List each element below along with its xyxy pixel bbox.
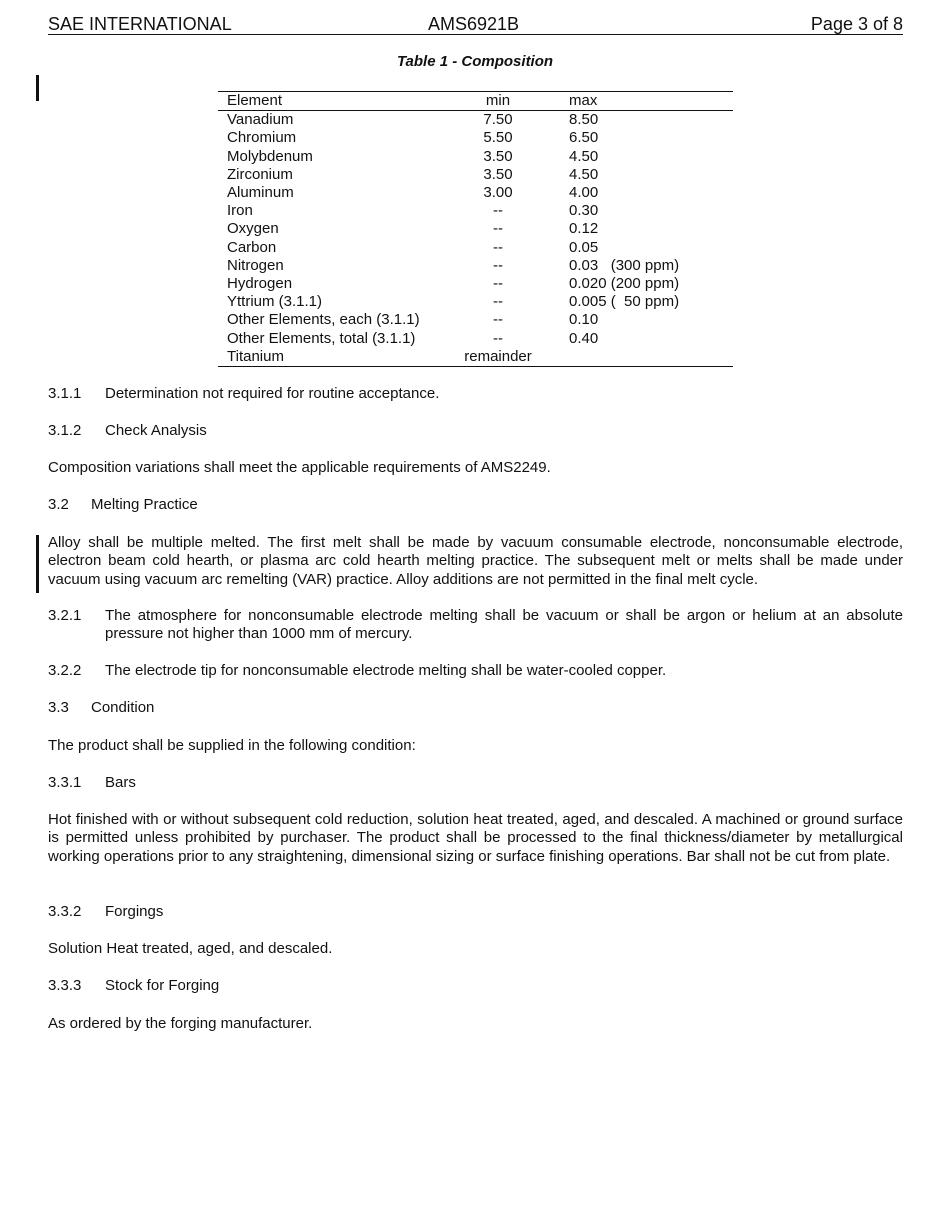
min-cell: -- xyxy=(493,329,503,347)
max-cell: 0.30 xyxy=(569,202,599,220)
table-row xyxy=(218,220,733,238)
table-row xyxy=(218,329,733,347)
section-3-3-body: The product shall be supplied in the following condition: xyxy=(48,737,416,754)
section-3-3-3-heading xyxy=(48,977,903,995)
table-row xyxy=(218,184,733,202)
section-3-1-2-body: Composition variations shall meet the applicable requirements of AMS2249. xyxy=(48,459,551,476)
section-3-3-2-body: Solution Heat treated, aged, and descaled. xyxy=(48,940,333,957)
section-number: 3.3 xyxy=(48,699,69,716)
section-text: The electrode tip for nonconsumable electrode melting shall be water-cooled copper. xyxy=(105,662,667,679)
revision-change-bar xyxy=(36,75,39,101)
max-cell xyxy=(569,348,733,367)
element-cell: Iron xyxy=(227,202,253,220)
element-cell: Aluminum xyxy=(227,184,294,202)
table-header-row xyxy=(218,92,733,111)
section-3-1-2-heading xyxy=(48,422,903,440)
table-row xyxy=(218,275,733,293)
element-cell: Titanium xyxy=(227,347,284,365)
element-cell: Chromium xyxy=(227,129,297,147)
section-3-3-1-heading xyxy=(48,774,903,792)
min-cell: -- xyxy=(493,274,503,292)
section-number: 3.2 xyxy=(48,496,69,513)
max-cell: 0.40 xyxy=(569,329,599,347)
max-cell: 0.020 (200 ppm) xyxy=(569,274,680,292)
min-cell: 3.50 xyxy=(483,165,513,183)
max-cell: 4.50 xyxy=(569,147,599,165)
table-row xyxy=(218,239,733,257)
min-cell: 5.50 xyxy=(483,129,513,147)
min-cell: -- xyxy=(493,238,503,256)
section-3-2-2 xyxy=(48,662,903,680)
section-number: 3.1.2 xyxy=(48,422,82,439)
header-page-number: Page 3 of 8 xyxy=(810,14,903,34)
max-cell: 0.05 xyxy=(569,238,599,256)
section-number: 3.2.1 xyxy=(48,607,82,624)
section-title: Stock for Forging xyxy=(105,977,220,994)
element-cell: Hydrogen xyxy=(227,274,293,292)
section-number: 3.3.1 xyxy=(48,774,82,791)
section-title: Melting Practice xyxy=(91,496,198,513)
min-cell: 3.50 xyxy=(483,147,513,165)
section-3-3-1-body: Hot finished with or without subsequent cold reduction, solution heat treated, aged, and descaled. A machined or ground surface is permitted unless prohibited by purchaser. The product shall be processed to the final thickness/diameter by metallurgical working operations prior to any straightening, dimensional sizing or surface finishing operations. Bar shall not be cut from plate. xyxy=(48,811,903,865)
element-cell: Zirconium xyxy=(227,165,293,183)
section-title: Bars xyxy=(105,774,136,791)
min-cell: 7.50 xyxy=(483,111,513,129)
column-header-min: min xyxy=(485,92,511,110)
max-cell: 0.005 ( 50 ppm) xyxy=(569,293,680,311)
min-cell: -- xyxy=(493,202,503,220)
section-number: 3.3.3 xyxy=(48,977,82,994)
column-header-element: Element xyxy=(227,92,283,110)
min-cell: 3.00 xyxy=(483,184,513,202)
section-3-2-heading xyxy=(48,496,198,514)
table-row xyxy=(218,148,733,166)
section-number: 3.2.2 xyxy=(48,662,82,679)
max-cell: 0.12 xyxy=(569,220,599,238)
table-row xyxy=(218,348,733,367)
max-cell: 8.50 xyxy=(569,111,599,129)
max-cell: 0.10 xyxy=(569,311,599,329)
composition-table xyxy=(218,91,733,367)
element-cell: Nitrogen xyxy=(227,256,284,274)
section-3-3-heading xyxy=(48,699,154,717)
section-3-3-3-body: As ordered by the forging manufacturer. xyxy=(48,1015,313,1032)
section-title: Forgings xyxy=(105,903,164,920)
section-number: 3.1.1 xyxy=(48,385,82,402)
section-3-3-2-heading xyxy=(48,903,903,921)
element-cell: Other Elements, each (3.1.1) xyxy=(227,311,420,329)
max-cell: 6.50 xyxy=(569,129,599,147)
element-cell: Other Elements, total (3.1.1) xyxy=(227,329,416,347)
table-row xyxy=(218,293,733,311)
section-text: The atmosphere for nonconsumable electrode melting shall be vacuum or shall be argon or helium at an absolute pressure not higher than 1000 mm of mercury. xyxy=(105,607,903,643)
table-title: Table 1 - Composition xyxy=(396,53,554,70)
section-number: 3.3.2 xyxy=(48,903,82,920)
min-cell: -- xyxy=(493,311,503,329)
section-title: Condition xyxy=(91,699,155,716)
section-3-1-1 xyxy=(48,385,903,403)
min-cell: remainder xyxy=(464,347,532,365)
header-organization: SAE INTERNATIONAL xyxy=(48,14,232,34)
max-cell: 4.00 xyxy=(569,184,599,202)
element-cell: Yttrium (3.1.1) xyxy=(227,293,323,311)
element-cell: Molybdenum xyxy=(227,147,313,165)
section-text: Determination not required for routine acceptance. xyxy=(105,385,440,402)
min-cell: -- xyxy=(493,256,503,274)
revision-change-bar xyxy=(36,535,39,593)
table-row xyxy=(218,311,733,329)
element-cell: Carbon xyxy=(227,238,277,256)
element-cell: Oxygen xyxy=(227,220,279,238)
min-cell: -- xyxy=(493,293,503,311)
table-row xyxy=(218,129,733,147)
table-row xyxy=(218,111,733,130)
page-header xyxy=(48,12,903,35)
table-row xyxy=(218,166,733,184)
section-3-2-body: Alloy shall be multiple melted. The first melt shall be made by vacuum consumable electrode, nonconsumable electrode, electron beam cold hearth, or plasma arc cold hearth melting practice. The subsequent melt or melts shall be made under vacuum using vacuum arc remelting (VAR) practice. Alloy additions are not permitted in the final melt cycle. xyxy=(48,534,903,588)
max-cell: 0.03 (300 ppm) xyxy=(569,256,680,274)
header-document-number: AMS6921B xyxy=(428,14,520,34)
table-row xyxy=(218,257,733,275)
max-cell: 4.50 xyxy=(569,165,599,183)
column-header-max: max xyxy=(569,92,598,110)
section-3-2-1 xyxy=(48,607,903,644)
min-cell: -- xyxy=(493,220,503,238)
table-row xyxy=(218,202,733,220)
section-title: Check Analysis xyxy=(105,422,207,439)
element-cell: Vanadium xyxy=(227,111,294,129)
